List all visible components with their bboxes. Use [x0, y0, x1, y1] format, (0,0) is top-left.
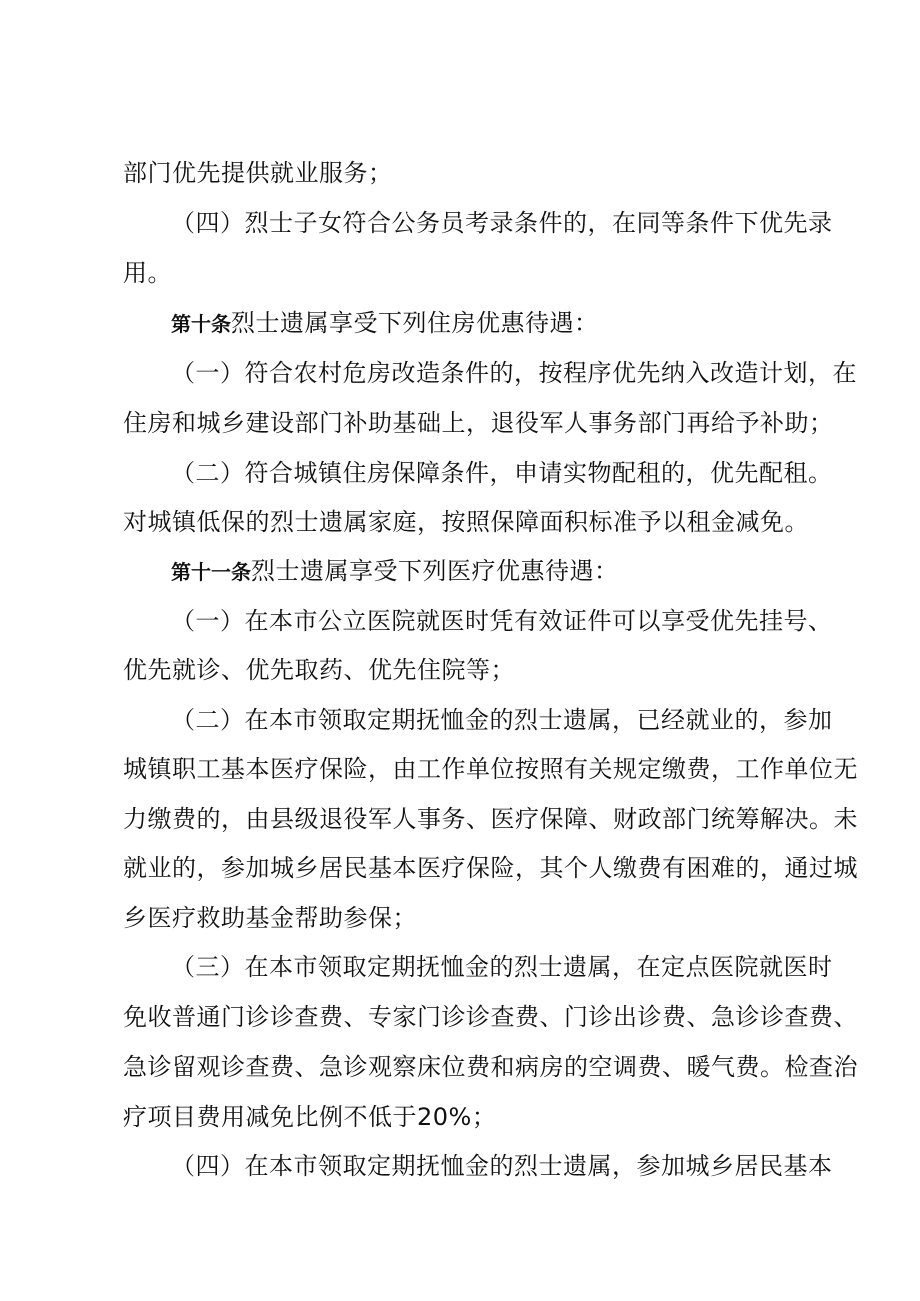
text-line: 急诊留观诊查费、急诊观察床位费和病房的空调费、暖气费。检查治: [123, 1053, 858, 1081]
article-10: [171, 306, 599, 340]
text-line: （三）在本市领取定期抚恤金的烈士遗属，在定点医院就医时: [171, 953, 833, 981]
text-line: 住房和城乡建设部门补助基础上，退役军人事务部门再给予补助；: [123, 409, 834, 437]
text-line: （二）符合城镇住房保障条件，申请实物配租的，优先配租。: [171, 459, 833, 487]
article-text: 烈士遗属享受下列医疗优惠待遇：: [251, 557, 619, 585]
text-line: 城镇职工基本医疗保险，由工作单位按照有关规定缴费，工作单位无: [123, 755, 858, 783]
text-line: 乡医疗救助基金帮助参保；: [123, 904, 417, 932]
article-11: [171, 554, 619, 588]
text-line: （一）符合农村危房改造条件的，按程序优先纳入改造计划，在: [171, 359, 857, 387]
text-line: 部门优先提供就业服务；: [123, 159, 393, 187]
text-line: （一）在本市公立医院就医时凭有效证件可以享受优先挂号、: [171, 607, 833, 635]
text-line: 疗项目费用减免比例不低于20%；: [123, 1103, 497, 1131]
text-line: 就业的，参加城乡居民基本医疗保险，其个人缴费有困难的，通过城: [123, 854, 858, 882]
article-heading: 第十条: [171, 312, 231, 336]
text-line: 对城镇低保的烈士遗属家庭，按照保障面积标准予以租金减免。: [123, 508, 809, 536]
text-line: （二）在本市领取定期抚恤金的烈士遗属，已经就业的，参加: [171, 706, 833, 734]
article-text: 烈士遗属享受下列住房优惠待遇：: [231, 309, 599, 337]
article-heading: 第十一条: [171, 560, 251, 584]
text-line: （四）烈士子女符合公务员考录条件的，在同等条件下优先录: [171, 209, 833, 237]
text-line: 用。: [123, 259, 172, 287]
text-line: 力缴费的，由县级退役军人事务、医疗保障、财政部门统筹解决。未: [123, 805, 858, 833]
text-line: 优先就诊、优先取药、优先住院等；: [123, 656, 515, 684]
text-line: （四）在本市领取定期抚恤金的烈士遗属，参加城乡居民基本: [171, 1152, 833, 1180]
text-line: 免收普通门诊诊查费、专家门诊诊查费、门诊出诊费、急诊诊查费、: [123, 1003, 858, 1031]
